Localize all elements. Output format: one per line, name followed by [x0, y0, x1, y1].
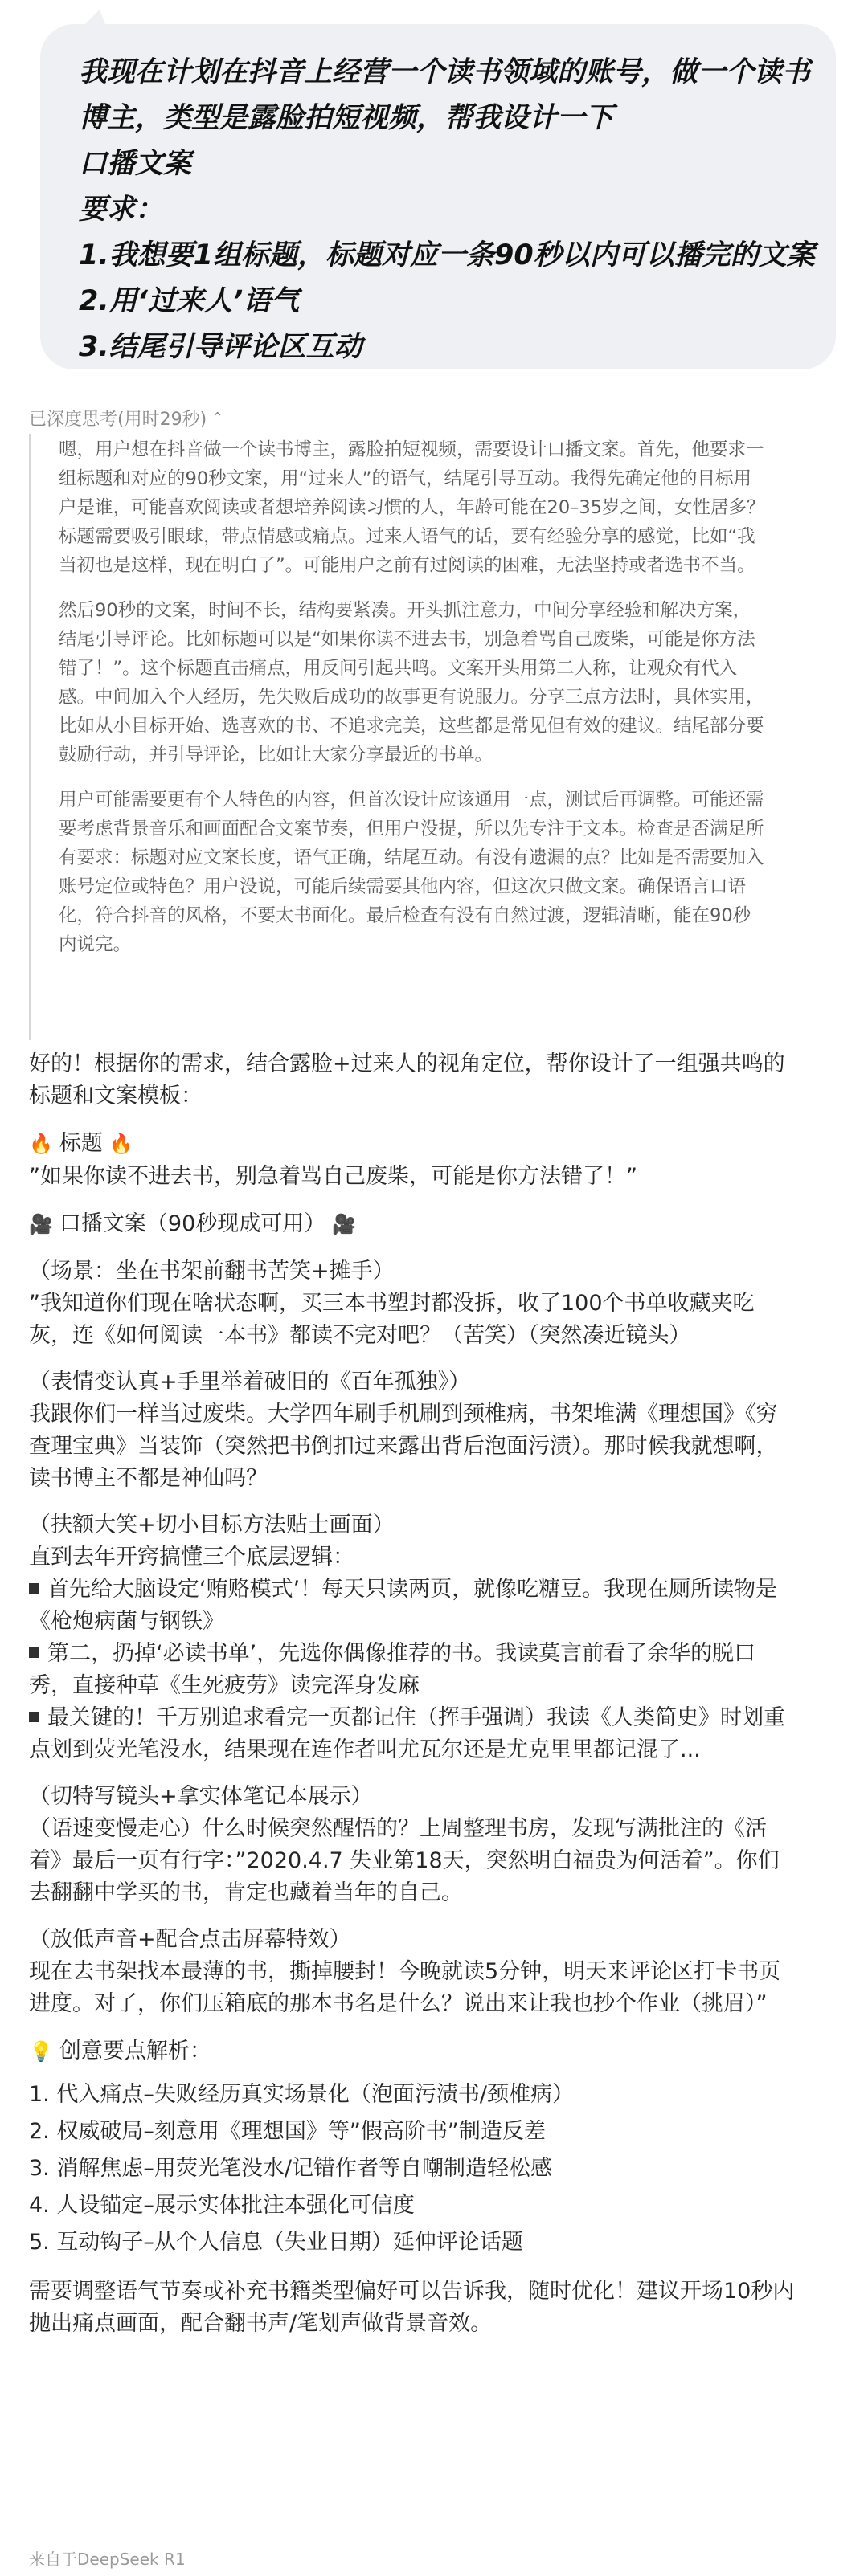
thinking-line: 感。中间加入个人经历，先失败后成功的故事更有说服力。分享三点方法时，具体实用， — [59, 687, 764, 708]
thinking-paragraph — [59, 596, 841, 770]
thinking-line: 要考虑背景音乐和画面配合文案节奏，但用户没提，所以先专注于文本。检查是否满足所 — [59, 819, 764, 839]
bullet-continuation: 秀，直接种草《生死疲劳》读完浑身发麻 — [29, 1673, 420, 1698]
user-line: 3.结尾引导评论区互动 — [79, 331, 362, 363]
tips-heading-label: 创意要点解析： — [59, 2039, 211, 2064]
thinking-line: 内说完。 — [59, 934, 132, 955]
thinking-toggle[interactable] — [29, 406, 223, 431]
thinking-line: 标题需要吸引眼球，带点情感或痛点。过来人语气的话，要有经验分享的感觉，比如“我 — [59, 526, 755, 547]
thinking-line: 化，符合抖音的风格，不要太书面化。最后检查有没有自然过渡，逻辑清晰，能在90秒 — [59, 905, 751, 926]
scene-direction: （表情变认真+手里举着破旧的《百年孤独》） — [29, 1370, 471, 1394]
thinking-paragraph — [59, 435, 841, 580]
closing-line: 需要调整语气节奏或补充书籍类型偏好可以告诉我，随时优化！建议开场10秒内 — [29, 2279, 795, 2304]
answer-intro-line: 好的！根据你的需求，结合露脸+过来人的视角定位，帮你设计了一组强共鸣的 — [29, 1051, 785, 1076]
scene-line: 直到去年开窍搞懂三个底层逻辑： — [29, 1545, 354, 1570]
user-line: 口播文案 — [79, 148, 192, 180]
source-footer: 来自于DeepSeek R1 — [29, 2549, 186, 2569]
bullet-continuation: 点划到荧光笔没水，结果现在连作者叫尤瓦尔还是尤克里里都记混了... — [29, 1737, 701, 1762]
thinking-line: 当初也是这样，现在明白了”。可能用户之前有过阅读的困难，无法坚持或者选书不当。 — [59, 555, 755, 576]
user-line: 我现在计划在抖音上经营一个读书领域的账号，做一个读书 — [79, 56, 811, 88]
thinking-line: 户是谁，可能喜欢阅读或者想培养阅读习惯的人，年龄可能在20–35岁之间，女性居多？ — [59, 497, 765, 518]
scene-line: 读书博主不都是神仙吗？ — [29, 1466, 268, 1491]
closing-line: 抛出痛点画面，配合翻书声/笔划声做背景音效。 — [29, 2311, 493, 2336]
scene-direction: （放低声音+配合点击屏幕特效） — [29, 1927, 351, 1952]
square-bullet-icon — [29, 1583, 39, 1594]
title-heading — [29, 1127, 841, 1161]
thinking-line: 嗯，用户想在抖音做一个读书博主，露脸拍短视频，需要设计口播文案。首先，他要求一 — [59, 439, 764, 460]
user-line: 博主，类型是露脸拍短视频，帮我设计一下 — [79, 102, 614, 134]
scene-line: 灰，连《如何阅读一本书》都读不完对吧？（苦笑）（突然凑近镜头） — [29, 1323, 691, 1348]
title-text: ”如果你读不进去书，别急着骂自己废柴，可能是你方法错了！” — [29, 1164, 637, 1189]
user-line: 1.我想要1组标题，标题对应一条90秒以内可以播完的文案 — [79, 239, 815, 271]
scene-line: 去翻翻中学买的书，肯定也藏着当年的自己。 — [29, 1880, 463, 1905]
square-bullet-icon — [29, 1712, 39, 1722]
thinking-line: 结尾引导评论。比如标题可以是“如果你读不进去书，别急着骂自己废柴，可能是你方法 — [59, 629, 755, 650]
thinking-line: 鼓励行动，并引导评论，比如让大家分享最近的书单。 — [59, 745, 493, 765]
thinking-line: 比如从小目标开始、选喜欢的书、不追求完美，这些都是常见但有效的建议。结尾部分要 — [59, 716, 764, 737]
thinking-line: 有要求：标题对应文案长度，语气正确，结尾互动。有没有遗漏的点？比如是否需要加入 — [59, 847, 764, 868]
user-line: 2.用‘过来人’语气 — [79, 285, 300, 317]
thinking-line: 用户可能需要更有个人特色的内容，但首次设计应该通用一点，测试后再调整。可能还需 — [59, 790, 764, 810]
scene-line: 查理宝典》当装饰（突然把书倒扣过来露出背后泡面污渍）。那时候我就想啊， — [29, 1434, 778, 1459]
tips-heading — [29, 2035, 841, 2068]
scene-line: ”我知道你们现在啥状态啊，买三本书塑封都没拆，收了100个书单收藏夹吃 — [29, 1291, 755, 1316]
scene-line: 进度。对了，你们压箱底的那本书名是什么？说出来让我也抄个作业（挑眉）” — [29, 1991, 768, 2016]
thinking-header-label: 已深度思考(用时29秒) — [29, 410, 207, 430]
scene-line: 现在去书架找本最薄的书，撕掉腰封！今晚就读5分钟，明天来评论区打卡书页 — [29, 1959, 781, 1984]
script-heading-label: 口播文案（90秒现成可用） — [59, 1211, 326, 1236]
thinking-line: 组标题和对应的90秒文案，用“过来人”的语气，结尾引导互动。我得先确定他的目标用 — [59, 468, 751, 489]
title-heading-label: 标题 — [59, 1131, 103, 1156]
scene-line: 着》最后一页有行字：”2020.4.7 失业第18天，突然明白福贵为何活着”。你们 — [29, 1848, 780, 1873]
bullet-item: 最关键的！千万别追求看完一页都记住（挥手强调）我读《人类简史》时划重 — [29, 1702, 841, 1734]
square-bullet-icon — [29, 1647, 39, 1658]
scene-line: （语速变慢走心）什么时候突然醒悟的？上周整理书房，发现写满批注的《活 — [29, 1816, 767, 1841]
fire-icon: 🔥 — [108, 1133, 133, 1155]
tip-item: 3. 消解焦虑–用荧光笔没水/记错作者等自嘲制造轻松感 — [29, 2156, 552, 2181]
thinking-line: 错了！”。这个标题直击痛点，用反问引起共鸣。文案开头用第二人称，让观众有代入 — [59, 658, 738, 679]
bullet-item: 第二，扔掉‘必读书单’，先选你偶像推荐的书。我读莫言前看了余华的脱口 — [29, 1638, 841, 1670]
scene-direction: （场景：坐在书架前翻书苦笑+摊手） — [29, 1259, 395, 1284]
tip-item: 5. 互动钩子–从个人信息（失业日期）延伸评论话题 — [29, 2230, 523, 2255]
tip-item: 2. 权威破局–刻意用《理想国》等”假高阶书”制造反差 — [29, 2119, 546, 2144]
scene-direction: （扶额大笑+切小目标方法贴士画面） — [29, 1513, 395, 1537]
scene-direction: （切特写镜头+拿实体笔记本展示） — [29, 1784, 373, 1809]
answer-intro-line: 标题和文案模板： — [29, 1084, 203, 1108]
video-camera-icon: 🎥 — [332, 1213, 357, 1235]
user-message-bubble — [40, 24, 836, 369]
video-camera-icon: 🎥 — [29, 1213, 53, 1235]
script-heading — [29, 1207, 841, 1241]
assistant-answer — [29, 1048, 841, 2340]
thinking-paragraph — [59, 786, 841, 959]
lightbulb-icon: 💡 — [29, 2040, 53, 2063]
user-line: 要求： — [79, 194, 164, 226]
thinking-content — [29, 434, 841, 1040]
bullet-continuation: 《枪炮病菌与钢铁》 — [29, 1609, 224, 1634]
fire-icon: 🔥 — [29, 1133, 53, 1155]
chevron-up-icon: ⌃ — [211, 410, 224, 427]
bullet-item: 首先给大脑设定‘贿赂模式’！每天只读两页，就像吃糖豆。我现在厕所读物是 — [29, 1574, 841, 1606]
scene-line: 我跟你们一样当过废柴。大学四年刷手机刷到颈椎病，书架堆满《理想国》《穷 — [29, 1402, 778, 1427]
tip-item: 1. 代入痛点–失败经历真实场景化（泡面污渍书/颈椎病） — [29, 2082, 574, 2107]
tip-item: 4. 人设锚定–展示实体批注本强化可信度 — [29, 2193, 415, 2218]
thinking-line: 然后90秒的文案，时间不长，结构要紧凑。开头抓注意力，中间分享经验和解决方案， — [59, 600, 751, 621]
thinking-line: 账号定位或特色？用户没说，可能后续需要其他内容，但这次只做文案。确保语言口语 — [59, 876, 747, 897]
